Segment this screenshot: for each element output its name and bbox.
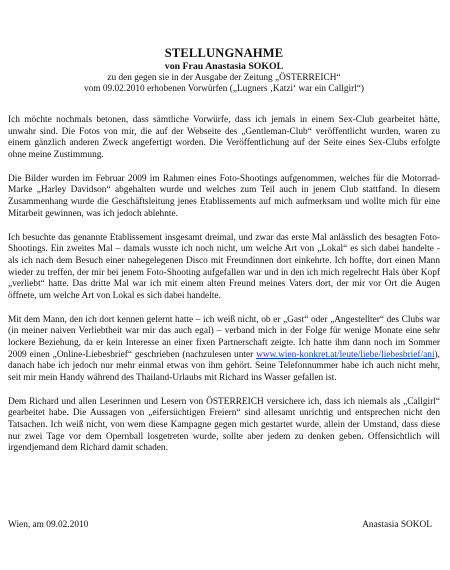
place-date: Wien, am 09.02.2010 [8, 520, 89, 530]
paragraph-1: Ich möchte nochmals betonen, dass sämtliche Vorwürfe, dass ich jemals in einem Sex-Club gearbeitet hätte, unwahr sind. Die Fotos von mir, die auf der Webseite des „Gentleman-Club“ veröffentlicht wurden, waren zu einem gänzlich anderen Zweck angefertigt worden. Die Veröffentlichung auf der Seite eines Sex-Clubs erfolgte ohne meine Zustimmung. [8, 115, 440, 160]
signature-name: Anastasia SOKOL [362, 520, 432, 530]
liebesbrief-link[interactable]: www.wien-konkret.at/leute/liebe/liebesbrief/ani [256, 349, 435, 360]
paragraph-4 [8, 315, 440, 385]
document-subtitle: von Frau Anastasia SOKOL [164, 61, 284, 72]
document-footer [8, 520, 432, 532]
paragraph-2: Die Bilder wurden im Februar 2009 im Rahmen eines Foto-Shootings aufgenommen, welches für die Motorrad-Marke „Harley Davidson“ abgehalten wurde und welches zum Teil auch in jenem Club stattfand. In diesem Zusammenhang wurde die Geschäftsleitung jenes Etablissements auf mich aufmerksam und wollte mich für eine Mitarbeit gewinnen, was ich jedoch ablehnte. [8, 173, 440, 219]
paragraph-5: Dem Richard und allen Leserinnen und Lesern von ÖSTERREICH versichere ich, dass ich niemals als „Callgirl“ gearbeitet habe. Die Aussagen von „eifersüchtigen Freiern“ sind allesamt unrichtig und entsprechen nicht den Tatsachen. Ich weiß nicht, von wem diese Kampagne gegen mich gestartet wurde, allein der Umstand, dass diese nur zwei Tage vor dem Opernball losgetreten wurde, sollte aber jedem zu denken geben. Offensichtlich will irgendjemand dem Richard damit schaden. [8, 396, 440, 454]
header-line-1: zu den gegen sie in der Ausgabe der Zeitung „ÖSTERREICH“ [107, 73, 341, 83]
header-line-2: vom 09.02.2010 erhobenen Vorwürfen („Lugners ‚Katzi‘ war ein Callgirl“) [83, 84, 365, 94]
document-body [8, 115, 440, 455]
paragraph-4-text-after: ), danach habe ich jedoch nur mehr einmal etwas von ihm gehört. Seine Telefonnummer habe ich auch nicht mehr, seit mir mein Handy während des Thailand-Urlaubs mit Richard ins Wasser gefallen ist. [8, 349, 440, 383]
paragraph-3: Ich besuchte das genannte Etablissement insgesamt dreimal, und zwar das erste Mal anlässlich des besagten Foto-Shootings. Ein zweites Mal – damals wusste ich noch nicht, um welche Art von „Lokal“ es sich dabei handelte - als ich nach dem Besuch einer nahegelegenen Disco mit Freundinnen dort einkehrte. Ich hoffte, dort einen Mann wieder zu treffen, der mir bei jenem Foto-Shooting aufgefallen war und in den ich mich regelrecht Hals über Kopf „verliebt“ hatte. Das dritte Mal war ich mit einem alten Freund meines Vaters dort, der mir vor Ort die Augen öffnete, um welche Art von Lokal es sich dabei handelte. [8, 232, 440, 301]
document-header [8, 46, 440, 95]
paragraph-4-text-before: Mit dem Mann, den ich dort kennen gelernt hatte – ich weiß nicht, ob er „Gast“ oder „Angestellter“ des Clubs war (in meiner naiven Verliebtheit war mir das auch egal) – verband mich in der Folge für wenige Monate eine sehr lockere Beziehung, da er kein Interesse an einer fixen Partnerschaft zeigte. Ich hatte ihm dann noch im Sommer 2009 einen „Online-Liebesbrief“ geschrieben (nachzulesen unter [8, 314, 440, 360]
document-title: STELLUNGNAHME [164, 46, 284, 60]
